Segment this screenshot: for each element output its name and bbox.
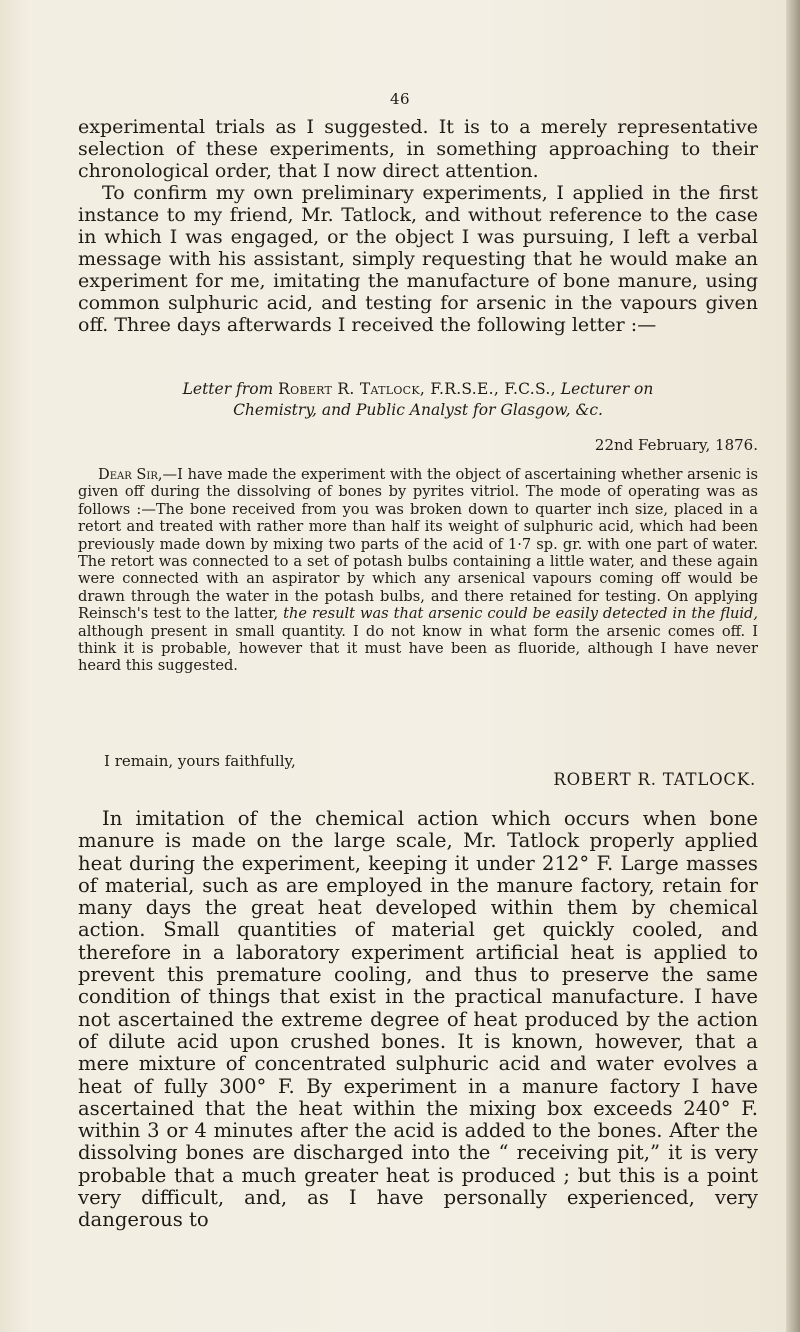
letter-body-end: although present in small quantity. I do not know in what form the arsenic comes off. I think it is probable, however that it must have been as fluoride, although I have never heard this suggested. <box>78 622 758 675</box>
letter-date: 22nd February, 1876. <box>594 436 758 454</box>
letter-text <box>78 466 758 675</box>
paragraph-continuation: experimental trials as I suggested. It is to a merely representative selection of these experiments, in something approaching to their chronological order, that I now direct attention. <box>78 116 758 182</box>
paragraph-confirm: To confirm my own preliminary experiments, I applied in the first instance to my friend, Mr. Tatlock, and without reference to the case in which I was engaged, or the object I was pursuing, I left a verbal message with his assistant, simply requesting that he would make an experiment for me, imitating the manufacture of bone manure, using common sulphuric acid, and testing for arsenic in the vapours given off. Three days afterwards I received the following letter :— <box>78 182 758 336</box>
letter-heading-suffix: Lecturer on <box>560 380 654 398</box>
letter-heading-prefix: Letter from <box>182 380 274 398</box>
letter-body <box>78 466 758 675</box>
letter-heading <box>78 379 758 421</box>
letter-closing <box>80 752 756 794</box>
letter-salutation: Dear Sir, <box>98 466 163 483</box>
letter-valediction: I remain, yours faithfully, <box>104 752 296 770</box>
page-edge <box>786 0 800 1332</box>
closing-paragraph <box>78 808 758 1232</box>
paragraph-imitation: In imitation of the chemical action which occurs when bone manure is made on the large scale, Mr. Tatlock properly applied heat during the experiment, keeping it under 212° F. Large masses of material, such as are employed in the manure factory, retain for many days the great heat developed within them by chemical action. Small quantities of material get quickly cooled, and therefore in a laboratory experiment artificial heat is applied to prevent this premature cooling, and thus to preserve the same condition of things that exist in the practical manufacture. I have not ascertained the extreme degree of heat produced by the action of dilute acid upon crushed bones. It is known, however, that a mere mixture of concentrated sulphuric acid and water evolves a heat of fully 300° F. By experiment in a manure factory I have ascertained that the heat within the mixing box exceeds 240° F. within 3 or 4 minutes after the acid is added to the bones. After the dissolving bones are discharged into the “ receiving pit,” it is very probable that a much greater heat is produced ; but this is a point very difficult, and, as I have personally experienced, very dangerous to <box>78 807 758 1232</box>
letter-body-italic: the result was that arsenic could be easily detected in the fluid, <box>283 605 759 623</box>
letter-author-name: Robert R. Tatlock, F.R.S.E., F.C.S., <box>278 380 556 398</box>
letter-signature: ROBERT R. TATLOCK. <box>553 770 756 789</box>
page-number: 46 <box>389 90 411 108</box>
letter-heading-line1 <box>78 379 758 400</box>
letter-heading-line2: Chemistry, and Public Analyst for Glasgow, &c. <box>233 401 603 419</box>
letter-body-main: —I have made the experiment with the object of ascertaining whether arsenic is given off during the dissolving of bones by pyrites vitriol. The mode of operating was as follows :—The bone received from you was broken down to quarter inch size, placed in a retort and treated with rather more than half its weight of sulphuric acid, which had been previously made down by mixing two parts of the acid of 1·7 sp. gr. with one part of water. The retort was connected to a set of potash bulbs containing a little water, and these again were connected with an aspirator by which any arsenical vapours coming off would be drawn through the water in the potash bulbs, and there retained for testing. On applying Reinsch's test to the latter, <box>78 466 759 623</box>
opening-paragraph <box>78 116 758 336</box>
